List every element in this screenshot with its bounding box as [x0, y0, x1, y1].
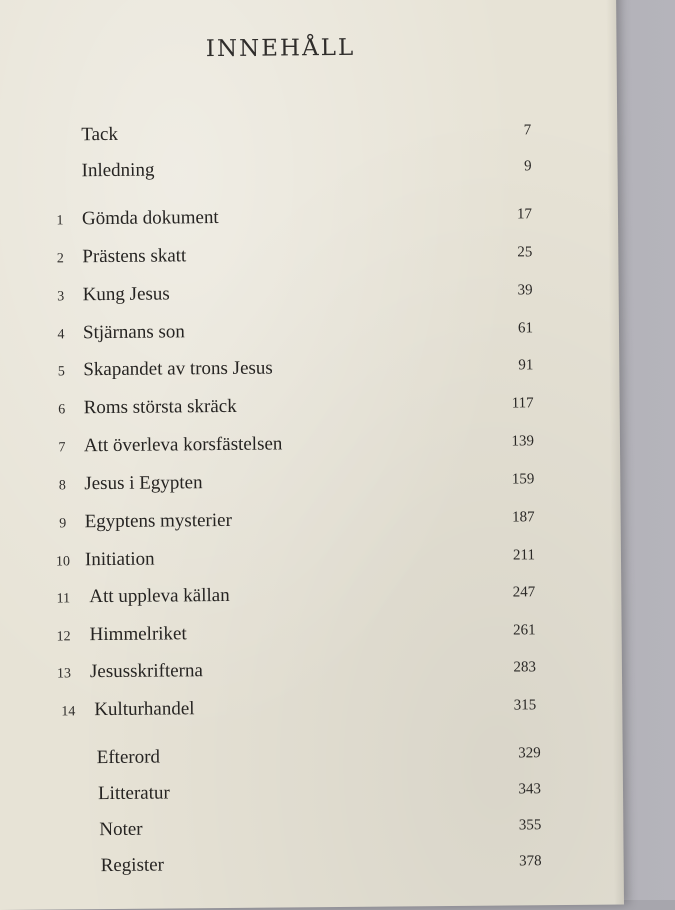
chapter-number: 11	[56, 591, 71, 607]
toc-entry-label: Efterord	[96, 746, 161, 769]
chapter-number: 7	[58, 440, 66, 456]
toc-entry-label: Jesus i Egypten	[84, 472, 203, 495]
toc-entry-label: Jesusskrifterna	[89, 660, 203, 683]
chapter-number: 4	[57, 327, 65, 343]
toc-entry-page: 283	[513, 659, 537, 676]
toc-entry-page: 117	[511, 395, 534, 412]
toc-entry-page: 378	[519, 853, 542, 870]
toc-entry-page: 17	[516, 206, 533, 223]
toc-entry-label: Att uppleva källan	[89, 584, 230, 608]
chapter-number: 9	[59, 516, 67, 532]
toc-entry-page: 9	[523, 158, 532, 175]
toc-entry-label: Himmelriket	[89, 623, 187, 646]
toc-entry-label: Inledning	[81, 159, 155, 182]
toc-entry-label: Register	[100, 854, 165, 877]
toc-entry-page: 139	[511, 433, 535, 450]
chapter-number: 1	[56, 213, 64, 229]
toc-entry-page: 61	[517, 320, 534, 337]
toc-entry-page: 355	[518, 817, 542, 834]
chapter-number: 8	[58, 478, 66, 494]
page-title: INNEHÅLL	[205, 34, 356, 63]
toc-entry-page: 343	[518, 781, 542, 798]
toc-entry-label: Stjärnans son	[82, 321, 185, 344]
toc-entry-page: 261	[513, 622, 536, 639]
chapter-number: 14	[61, 704, 76, 720]
toc-entry-label: Kung Jesus	[82, 283, 170, 306]
toc-entry-label: Litteratur	[97, 782, 170, 805]
toc-entry-page: 7	[523, 122, 532, 139]
toc-entry-label: Gömda dokument	[81, 207, 219, 230]
chapter-number: 3	[57, 289, 65, 305]
chapter-number: 5	[57, 364, 65, 380]
toc-entry-page: 315	[513, 697, 537, 714]
chapter-number: 10	[55, 554, 71, 570]
chapter-number: 6	[58, 402, 66, 418]
toc-entry-page: 247	[512, 584, 536, 601]
toc-entry-label: Noter	[99, 818, 143, 841]
toc-entry-page: 91	[518, 357, 534, 374]
chapter-number: 2	[56, 251, 64, 267]
toc-entry-label: Tack	[81, 123, 119, 146]
toc-entry-page: 159	[511, 471, 535, 488]
toc-entry-label: Roms största skräck	[83, 395, 237, 419]
chapter-number: 12	[56, 629, 71, 645]
toc-entry-label: Att överleva korsfästelsen	[83, 433, 283, 457]
toc-entry-label: Prästens skatt	[82, 245, 187, 268]
toc-entry-page: 329	[518, 745, 541, 762]
toc-entry-label: Skapandet av trons Jesus	[83, 357, 273, 381]
toc-entry-page: 187	[512, 509, 535, 526]
toc-entry-label: Egyptens mysterier	[84, 509, 232, 533]
toc-entry-label: Kulturhandel	[94, 698, 195, 721]
toc-entry-page: 25	[517, 244, 533, 261]
toc-entry-page: 211	[512, 547, 536, 564]
chapter-number: 13	[56, 666, 72, 682]
toc-entry-page: 39	[517, 282, 533, 299]
toc-entry-label: Initiation	[84, 548, 155, 571]
